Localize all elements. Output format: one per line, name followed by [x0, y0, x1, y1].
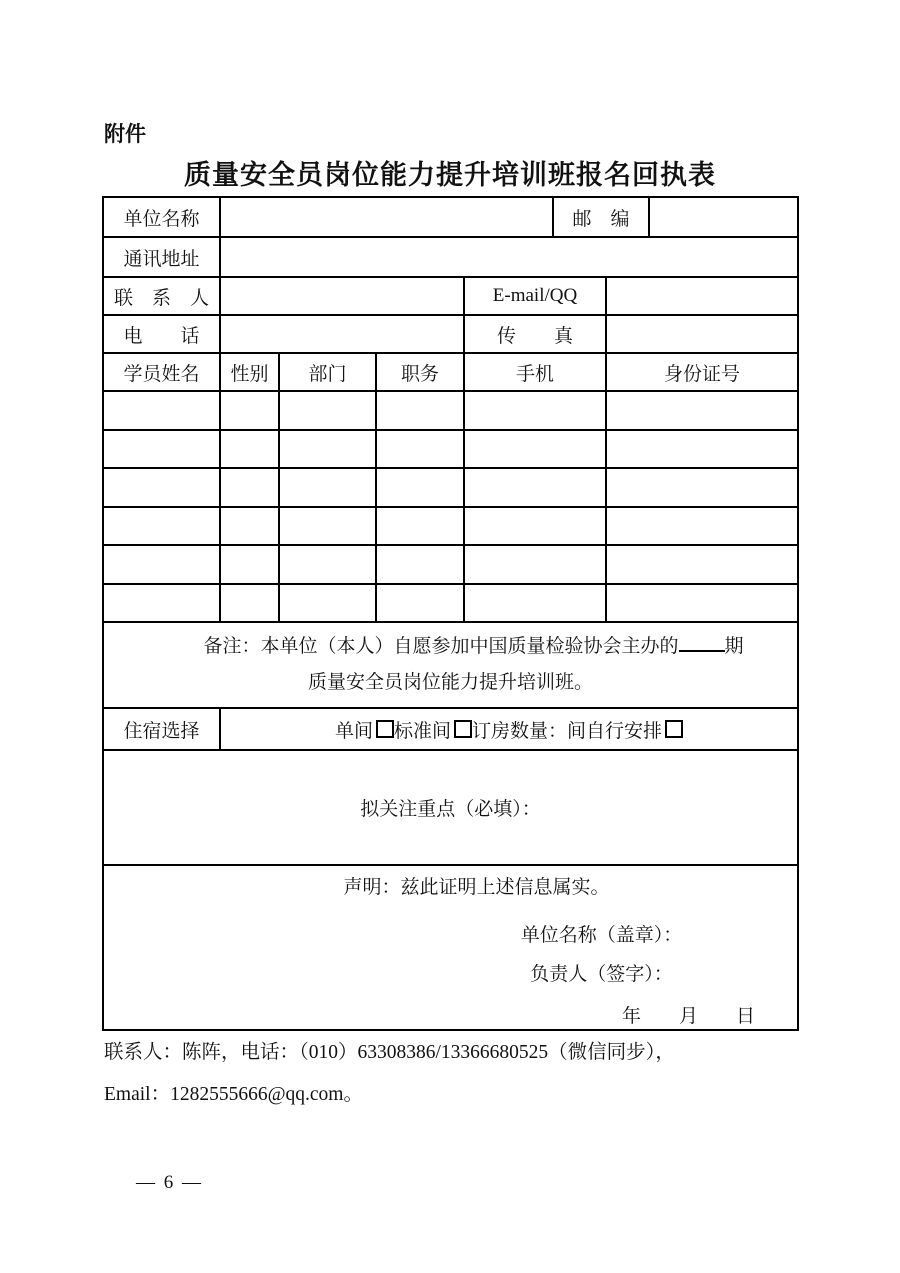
student-cell	[606, 545, 798, 584]
student-row	[103, 391, 798, 430]
row-unit-name	[103, 197, 798, 237]
contact-label: 联 系 人	[103, 277, 220, 315]
blank-underline	[679, 646, 725, 652]
student-cell	[220, 430, 279, 469]
attachment-label: 附件	[104, 123, 146, 146]
student-header-row	[103, 353, 798, 391]
student-cell	[279, 430, 376, 469]
student-cell	[279, 584, 376, 623]
bottom-rows	[103, 622, 798, 1030]
remark-line1	[104, 629, 797, 665]
student-cell	[464, 584, 606, 623]
page-title: 质量安全员岗位能力提升培训班报名回执表	[184, 160, 716, 190]
student-cell	[220, 468, 279, 507]
student-cell	[220, 584, 279, 623]
student-rows	[103, 391, 798, 622]
student-cell	[376, 468, 464, 507]
student-cell	[376, 584, 464, 623]
row-contact	[103, 277, 798, 315]
postal-code-field	[649, 197, 798, 237]
signature-label: 负责人（签字）：	[530, 964, 673, 985]
unit-name-field	[220, 197, 553, 237]
remark-text-before: 本单位（本人）自愿参加中国质量检验协会主办的	[260, 636, 679, 657]
option-single-room	[335, 721, 394, 742]
email-field	[606, 277, 798, 315]
header-gender: 性别	[220, 353, 279, 391]
student-cell	[464, 507, 606, 546]
date-label: 年 月 日	[622, 1006, 756, 1027]
student-cell	[606, 507, 798, 546]
accommodation-label: 住宿选择	[103, 708, 220, 750]
student-cell	[279, 545, 376, 584]
registration-form-table	[102, 196, 799, 1031]
student-cell	[103, 507, 220, 546]
declaration-cell	[103, 865, 798, 1030]
address-label: 通讯地址	[103, 237, 220, 277]
remark-text-after: 期	[724, 636, 744, 657]
email-label: E-mail/QQ	[464, 277, 606, 315]
footer-email-line: Email：1282555666@qq.com。	[104, 1084, 363, 1105]
student-cell	[220, 545, 279, 584]
student-cell	[376, 545, 464, 584]
header-mobile: 手机	[464, 353, 606, 391]
phone-label: 电 话	[103, 315, 220, 353]
fax-label: 传 真	[464, 315, 606, 353]
remark-row	[103, 622, 798, 708]
student-cell	[103, 584, 220, 623]
student-cell	[464, 430, 606, 469]
student-row	[103, 545, 798, 584]
standard-room-checkbox-icon	[454, 720, 472, 738]
student-row	[103, 430, 798, 469]
single-room-checkbox-icon	[376, 720, 394, 738]
focus-cell: 拟关注重点（必填）：	[103, 750, 798, 865]
student-cell	[279, 391, 376, 430]
student-cell	[103, 468, 220, 507]
remark-label: 备注：	[203, 636, 261, 657]
row-phone	[103, 315, 798, 353]
room-unit-label: 间	[567, 720, 587, 742]
student-cell	[103, 391, 220, 430]
student-cell	[279, 468, 376, 507]
row-address	[103, 237, 798, 277]
student-row	[103, 584, 798, 623]
single-room-label: 单间	[334, 720, 373, 742]
header-position: 职务	[376, 353, 464, 391]
header-department: 部门	[279, 353, 376, 391]
option-self-arrange	[586, 721, 683, 742]
student-cell	[376, 507, 464, 546]
info-rows	[103, 197, 798, 391]
declaration-row	[103, 865, 798, 1030]
student-cell	[606, 430, 798, 469]
student-cell	[464, 545, 606, 584]
student-cell	[464, 468, 606, 507]
remark-cell	[103, 622, 798, 708]
remark-line2: 质量安全员岗位能力提升培训班。	[308, 672, 594, 693]
accommodation-options	[220, 708, 798, 750]
option-standard-room	[394, 721, 472, 742]
student-cell	[464, 391, 606, 430]
student-row	[103, 468, 798, 507]
student-cell	[279, 507, 376, 546]
page-number: — 6 —	[136, 1172, 203, 1193]
booking-quantity-label: 订房数量：	[472, 720, 568, 742]
student-cell	[606, 391, 798, 430]
unit-name-label: 单位名称	[103, 197, 220, 237]
student-cell	[376, 430, 464, 469]
self-arrange-label: 自行安排	[586, 720, 663, 742]
student-cell	[220, 507, 279, 546]
unit-seal-label: 单位名称（盖章）：	[520, 925, 683, 946]
standard-room-label: 标准间	[393, 720, 451, 742]
header-id-number: 身份证号	[606, 353, 798, 391]
student-cell	[103, 545, 220, 584]
focus-row	[103, 750, 798, 865]
student-cell	[103, 430, 220, 469]
accommodation-row	[103, 708, 798, 750]
student-cell	[376, 391, 464, 430]
student-row	[103, 507, 798, 546]
student-cell	[606, 584, 798, 623]
header-student-name: 学员姓名	[103, 353, 220, 391]
self-arrange-checkbox-icon	[665, 720, 683, 738]
footer-contact-line: 联系人：陈阵，电话：（010）63308386/13366680525（微信同步），	[104, 1042, 675, 1063]
declaration-statement: 声明：兹此证明上述信息属实。	[343, 877, 610, 898]
student-cell	[220, 391, 279, 430]
postal-code-label: 邮 编	[553, 197, 649, 237]
student-cell	[606, 468, 798, 507]
address-field	[220, 237, 798, 277]
contact-field	[220, 277, 464, 315]
phone-field	[220, 315, 464, 353]
fax-field	[606, 315, 798, 353]
